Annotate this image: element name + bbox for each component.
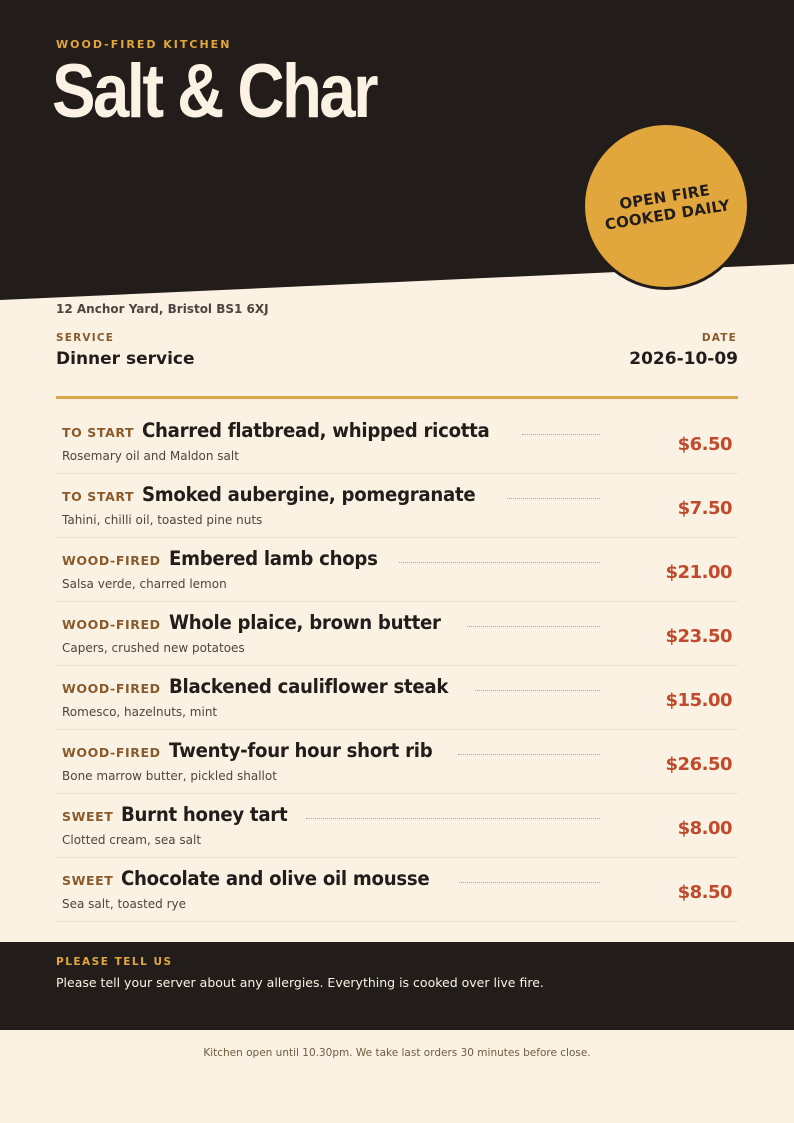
menu-item <box>56 538 738 602</box>
menu-item-description: Rosemary oil and Maldon salt <box>62 449 239 463</box>
menu-item-price: $21.00 <box>665 562 732 583</box>
eyebrow-label: WOOD-FIRED KITCHEN <box>56 38 232 51</box>
menu-item <box>56 666 738 730</box>
dotted-leader <box>467 626 600 627</box>
menu-item-category: TO START <box>62 489 135 504</box>
menu-item-category: WOOD-FIRED <box>62 745 161 760</box>
menu-item-description: Capers, crushed new potatoes <box>62 641 245 655</box>
date-label: DATE <box>701 332 737 344</box>
menu-item-description: Tahini, chilli oil, toasted pine nuts <box>62 513 263 527</box>
menu-item-category: SWEET <box>62 873 114 888</box>
menu-item-name: Twenty-four hour short rib <box>168 739 432 762</box>
menu-item-category: WOOD-FIRED <box>62 553 161 568</box>
menu-item <box>56 858 738 922</box>
menu-item-description: Bone marrow butter, pickled shallot <box>62 769 277 783</box>
service-value: Dinner service <box>56 349 195 369</box>
date-value: 2026-10-09 <box>629 349 738 369</box>
menu-item-description: Romesco, hazelnuts, mint <box>62 705 218 719</box>
menu-item-price: $8.50 <box>677 882 732 903</box>
menu-item-price: $8.00 <box>677 818 732 839</box>
menu-item-price: $15.00 <box>665 690 732 711</box>
menu-item <box>56 730 738 794</box>
dotted-leader <box>475 690 600 691</box>
menu-list <box>56 410 738 922</box>
restaurant-address: 12 Anchor Yard, Bristol BS1 6XJ <box>56 302 269 316</box>
menu-item-price: $7.50 <box>677 498 732 519</box>
menu-item-category: WOOD-FIRED <box>62 617 161 632</box>
menu-item-price: $6.50 <box>677 434 732 455</box>
stamp-text: OPEN FIRE COOKED DAILY <box>603 181 732 234</box>
dotted-leader <box>507 498 600 499</box>
menu-item-name: Embered lamb chops <box>168 547 378 570</box>
menu-item-name: Smoked aubergine, pomegranate <box>142 483 476 506</box>
allergy-notice-label: PLEASE TELL US <box>56 956 173 968</box>
open-fire-stamp <box>582 122 750 290</box>
menu-item-name: Whole plaice, brown butter <box>168 611 441 634</box>
header-divider <box>56 396 738 399</box>
menu-item-price: $23.50 <box>665 626 732 647</box>
dotted-leader <box>459 882 600 883</box>
menu-item-description: Salsa verde, charred lemon <box>62 577 227 591</box>
menu-item-description: Sea salt, toasted rye <box>62 897 187 911</box>
menu-item-name: Burnt honey tart <box>121 803 288 826</box>
menu-item-name: Charred flatbread, whipped ricotta <box>142 419 490 442</box>
dotted-leader <box>306 818 600 819</box>
menu-item <box>56 410 738 474</box>
restaurant-name: Salt & Char <box>52 49 376 134</box>
menu-item-price: $26.50 <box>665 754 732 775</box>
service-label: SERVICE <box>56 332 115 344</box>
dotted-leader <box>458 754 600 755</box>
allergy-notice-band <box>0 942 794 1030</box>
menu-item-name: Blackened cauliflower steak <box>168 675 448 698</box>
menu-item-name: Chocolate and olive oil mousse <box>121 867 430 890</box>
closing-note: Kitchen open until 10.30pm. We take last orders 30 minutes before close. <box>203 1047 591 1059</box>
allergy-notice-text: Please tell your server about any allergies. Everything is cooked over live fire. <box>56 975 544 990</box>
menu-item-category: TO START <box>62 425 135 440</box>
menu-item-category: SWEET <box>62 809 114 824</box>
menu-item-category: WOOD-FIRED <box>62 681 161 696</box>
dotted-leader <box>522 434 600 435</box>
menu-item <box>56 602 738 666</box>
menu-item-description: Clotted cream, sea salt <box>62 833 202 847</box>
menu-item <box>56 794 738 858</box>
menu-item <box>56 474 738 538</box>
dotted-leader <box>399 562 600 563</box>
